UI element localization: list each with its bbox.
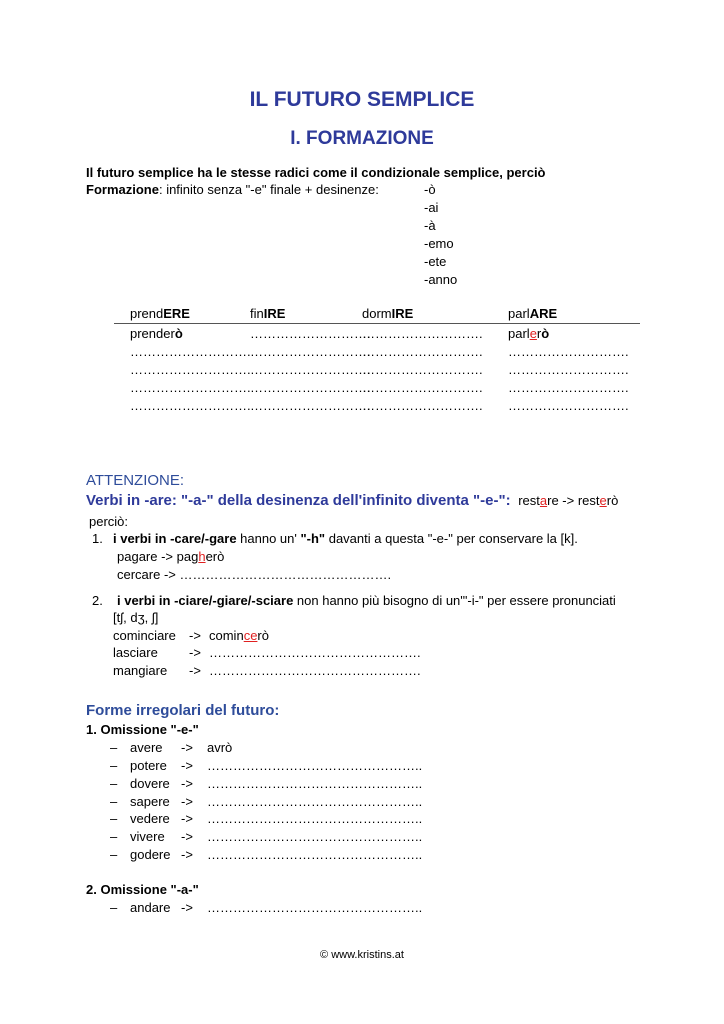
group-label: 1. Omissione "-e-" <box>86 722 199 737</box>
attenzione-rule-line <box>86 492 618 509</box>
irregular-answer: avrò <box>207 740 233 755</box>
irregular-verb: vedere <box>130 811 170 826</box>
list-dash: – <box>110 758 118 773</box>
table-cell-blank: ………………………. <box>508 398 629 413</box>
formation-line <box>86 182 379 197</box>
list-dash: – <box>110 740 118 755</box>
table-cell-blank: ………………………. <box>250 344 371 359</box>
table-cell-blank: ………………………. <box>508 344 629 359</box>
ending-item: -ai <box>424 200 439 215</box>
ipa-symbols: [tʃ, dʒ, ʃ] <box>113 610 159 625</box>
irregular-verb: vivere <box>130 829 165 844</box>
table-cell-blank: ………………………. <box>508 380 629 395</box>
list-dash: – <box>110 776 118 791</box>
table-cell-blank: ………………………. <box>362 380 483 395</box>
example-verb: lasciare <box>113 645 158 660</box>
example-verb: mangiare <box>113 663 168 678</box>
table-cell-blank: ………………………. <box>130 344 251 359</box>
percio-label: perciò: <box>89 514 129 529</box>
example-pagare: pagare -> pagherò <box>117 549 225 564</box>
formation-text: : infinito senza "-e" finale + desinenze: <box>158 182 379 197</box>
table-cell: parlerò <box>508 326 550 341</box>
irregular-verb: dovere <box>130 776 170 791</box>
ending-item: -anno <box>424 272 458 287</box>
table-cell-blank: ………………………. <box>250 398 371 413</box>
table-header: finIRE <box>250 306 286 321</box>
list-dash: – <box>110 811 118 826</box>
ending-item: -à <box>424 218 436 233</box>
list-number: 1. <box>92 531 103 546</box>
rule-item-2: i verbi in -ciare/-giare/-sciare non hanno più bisogno di un'"-i-" per essere pronunciati <box>117 593 616 608</box>
irregolari-heading: Forme irregolari del futuro: <box>86 702 280 719</box>
list-dash: – <box>110 829 118 844</box>
irregular-arrow: -> <box>181 740 193 755</box>
irregular-verb: andare <box>130 900 171 915</box>
example-arrow: -> <box>189 645 201 660</box>
table-header: parlARE <box>508 306 558 321</box>
footer-copyright: © www.kristins.at <box>320 949 404 961</box>
irregular-verb: sapere <box>130 794 170 809</box>
example-answer: …………………………………………. <box>209 645 421 660</box>
table-cell-blank: ………………………. <box>130 362 251 377</box>
table-cell-blank: ………………………. <box>250 380 371 395</box>
irregular-answer: ………………………………………….. <box>207 900 423 915</box>
table-cell-blank: ………………………. <box>130 380 251 395</box>
rule-example: restare -> resterò <box>518 493 619 508</box>
formation-label: Formazione <box>86 182 159 197</box>
table-cell: ………………………. <box>250 326 371 341</box>
irregular-verb: godere <box>130 847 171 862</box>
section-subtitle: I. FORMAZIONE <box>290 128 434 149</box>
ending-item: -ò <box>424 182 436 197</box>
irregular-answer: ………………………………………….. <box>207 847 423 862</box>
list-dash: – <box>110 900 118 915</box>
table-divider <box>114 323 640 324</box>
attenzione-heading: ATTENZIONE: <box>86 472 185 489</box>
table-header: dormIRE <box>362 306 414 321</box>
example-answer: …………………………………………. <box>209 663 421 678</box>
irregular-arrow: -> <box>181 811 193 826</box>
irregular-arrow: -> <box>181 794 193 809</box>
list-dash: – <box>110 794 118 809</box>
group-label: 2. Omissione "-a-" <box>86 882 199 897</box>
example-answer: comincerò <box>209 628 269 643</box>
example-verb: cominciare <box>113 628 176 643</box>
table-cell-blank: ………………………. <box>362 362 483 377</box>
example-arrow: -> <box>189 663 201 678</box>
table-cell-blank: ………………………. <box>130 398 251 413</box>
irregular-arrow: -> <box>181 847 193 862</box>
irregular-verb: avere <box>130 740 163 755</box>
irregular-answer: ………………………………………….. <box>207 794 423 809</box>
irregular-arrow: -> <box>181 776 193 791</box>
irregular-arrow: -> <box>181 829 193 844</box>
table-cell: ………………………. <box>362 326 483 341</box>
irregular-answer: ………………………………………….. <box>207 776 423 791</box>
irregular-arrow: -> <box>181 758 193 773</box>
table-cell-blank: ………………………. <box>362 398 483 413</box>
table-cell-blank: ………………………. <box>250 362 371 377</box>
irregular-verb: potere <box>130 758 167 773</box>
table-cell-blank: ………………………. <box>362 344 483 359</box>
table-header: prendERE <box>130 306 190 321</box>
ending-item: -ete <box>424 254 447 269</box>
list-number: 2. <box>92 593 103 608</box>
irregular-answer: ………………………………………….. <box>207 758 423 773</box>
example-cercare: cercare -> …………………………………………. <box>117 567 392 582</box>
attenzione-rule: Verbi in -are: "-a-" della desinenza dell'infinito diventa "-e-": <box>86 492 511 509</box>
example-arrow: -> <box>189 628 201 643</box>
ending-item: -emo <box>424 236 454 251</box>
irregular-arrow: -> <box>181 900 193 915</box>
rule-item-1: i verbi in -care/-gare hanno un' "-h" davanti a questa "-e-" per conservare la [k]. <box>113 531 578 546</box>
intro-line: Il futuro semplice ha le stesse radici come il condizionale semplice, perciò <box>86 165 546 180</box>
table-cell: prenderò <box>130 326 183 341</box>
table-cell-blank: ………………………. <box>508 362 629 377</box>
list-dash: – <box>110 847 118 862</box>
irregular-answer: ………………………………………….. <box>207 811 423 826</box>
irregular-answer: ………………………………………….. <box>207 829 423 844</box>
page-title: IL FUTURO SEMPLICE <box>249 88 475 111</box>
